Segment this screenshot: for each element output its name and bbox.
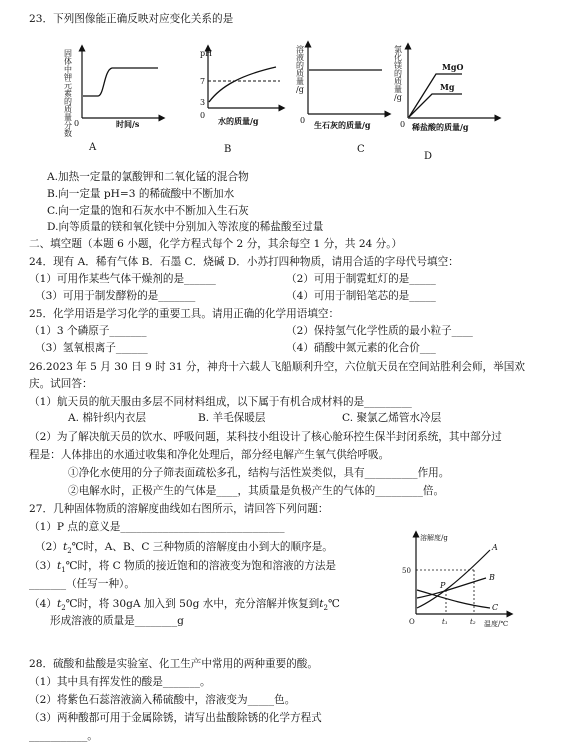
chart-b-ylabel: pH [200, 49, 213, 58]
chart-a-letter: A [89, 142, 97, 153]
q27-chart-label-p: P [440, 581, 446, 590]
q27-stem: 27．几种固体物质的溶解度曲线如右图所示，请回答下列问题： [29, 503, 329, 515]
q26-option-c: C. 聚氯乙烯管水冷层 [342, 412, 442, 424]
chart-d-label-mgo: MgO [442, 62, 464, 72]
q26-line-2: 庆。试回答： [29, 378, 93, 390]
q23-chart-b [196, 44, 288, 139]
q27-chart-t1: t₁ [442, 618, 448, 626]
chart-d-origin: 0 [400, 120, 406, 129]
chart-b-origin: 0 [200, 111, 206, 120]
chart-a-ylabel-char: 质 [64, 105, 72, 114]
q27-chart-curve-a [417, 550, 490, 608]
q23-stem: 23．下列图像能正确反映对应变化关系的是 [29, 13, 234, 25]
q26-sub-2-a: ①净化水使用的分子筛表面疏松多孔，结构与活性炭类似，具有__________作用。 [68, 467, 450, 479]
chart-d-ylabel-char: 量 [394, 85, 402, 94]
q26-sub-2-b: ②电解水时，正极产生的气体是____，其质量是负极产生的气体的_________倍。 [68, 485, 445, 497]
q23-option-d: D.向等质量的镁和氧化镁中分别加入等浓度的稀盐酸至过量 [47, 221, 324, 233]
chart-c-ylabel-char: 溶 [296, 45, 304, 54]
chart-d-ylabel-unit: /g [394, 93, 402, 102]
chart-d-xlabel: 稀盐酸的质量/g [412, 122, 469, 132]
q28-item-2: （2）将紫色石蕊溶液滴入稀硫酸中，溶液变为_____色。 [29, 694, 296, 706]
chart-a-ylabel-char: 素 [64, 89, 72, 98]
chart-b-xlabel: 水的质量/g [218, 116, 259, 126]
chart-d-ylabel-char: 的 [394, 69, 402, 78]
q27-chart-origin: O [409, 618, 415, 626]
chart-c-ylabel-char: 量 [296, 77, 304, 86]
chart-b-tick-7: 7 [200, 77, 206, 86]
q27-chart-curve-b [417, 578, 486, 598]
q26-sub-1: （1）航天员的航天服由多层不同材料组成，以下属于有机合成材料的是_________ [29, 396, 412, 408]
chart-d-ylabel-char: 氯 [394, 45, 402, 54]
q26-sub-2-line-1: （2）为了解决航天员的饮水、呼吸问题，某科技小组设计了核心舱环控生保半封闭系统，其中部分过 [29, 431, 502, 443]
chart-c-ylabel-char: 的 [296, 61, 304, 70]
chart-c-ylabel [296, 44, 304, 94]
q27-chart-ylabel: 溶解度/g [420, 534, 448, 542]
q27-chart-label-a: A [492, 543, 498, 552]
q27-chart-t2: t₂ [470, 618, 476, 626]
chart-d-ylabel-char: 化 [394, 53, 402, 62]
chart-d-ylabel-char: 镁 [394, 61, 402, 70]
chart-a-ylabel-char: 固 [64, 49, 72, 58]
chart-b-curve [209, 67, 276, 102]
q27-item-4: $(4)t_2℃$时，将 30gA 加入到 50g 水中，充分溶解并恢复到$t_2℃$ [29, 598, 340, 613]
q27-solubility-chart [398, 528, 518, 628]
q27-chart-xlabel: 温度/℃ [484, 620, 509, 628]
chart-d-ylabel [394, 44, 402, 102]
q25-stem: 25．化学用语是学习化学的重要工具。请用正确的化学用语填空： [29, 308, 340, 320]
q27-item-4-cont: 形成溶液的质量是________g [50, 615, 184, 627]
chart-a-ylabel-char: 钾 [64, 73, 72, 82]
chart-a-ylabel-char: 元 [64, 81, 72, 90]
q25-item-1: （1）3 个磷原子_______ [29, 325, 147, 337]
chart-d-label-mg: Mg [440, 82, 455, 92]
q23-chart-a [58, 44, 168, 159]
q26-option-b: B. 羊毛保暖层 [198, 412, 266, 424]
q28-item-3: （3）两种酸都可用于金属除锈，请写出盐酸除锈的化学方程式 [29, 712, 322, 724]
section-2-heading: 二、填空题（本题 6 小题，化学方程式每个 2 分，其余每空 1 分，共 24 分。） [29, 238, 403, 250]
q28-item-3-cont: ___________。 [29, 730, 98, 742]
q27-item-3: $(3)t_1℃$时，将 C 物质的接近饱和的溶液变为饱和溶液的方法是 [29, 560, 337, 575]
q25-item-2: （2）保持氢气化学性质的最小粒子____ [286, 325, 473, 337]
chart-c-ylabel-char: 质 [296, 69, 304, 78]
chart-c-xlabel: 生石灰的质量/g [314, 120, 371, 130]
q25-item-4: （4）硝酸中氮元素的化合价___ [286, 342, 436, 354]
q23-chart-c [294, 40, 394, 135]
chart-a-ylabel-char: 数 [64, 129, 72, 138]
q27-item-1: （1）P 点的意义是_______________________________ [29, 521, 285, 533]
q25-item-3: （3）氢氧根离子______ [35, 342, 148, 354]
chart-d-line-mgo [409, 74, 462, 117]
chart-c-ylabel-char: 液 [296, 53, 304, 62]
q23-option-c: C.向一定量的饱和石灰水中不断加入生石灰 [47, 205, 249, 217]
q24-item-4: （4）可用于制铅笔芯的是_____ [286, 290, 436, 302]
q23-option-b: B.向一定量 pH=3 的稀硫酸中不断加水 [47, 188, 235, 200]
q23-chart-d [392, 42, 502, 137]
chart-a-ylabel-char: 体 [64, 57, 72, 66]
q27-chart-label-c: C [492, 603, 499, 612]
q24-stem: 24．现有 A．稀有气体 B．石墨 C．烧碱 D．小苏打四种物质，请用合适的字母代号填空： [29, 256, 459, 268]
chart-c-ylabel-unit: /g [296, 85, 304, 94]
chart-a-ylabel-char: 量 [64, 113, 72, 122]
chart-a-ylabel [64, 49, 72, 138]
q24-item-3: （3）可用于制发酵粉的是_______ [35, 290, 196, 302]
chart-d-ylabel-char: 质 [394, 77, 402, 86]
q28-item-1: （1）其中具有挥发性的酸是_______。 [29, 676, 211, 688]
q26-line-1: 26.2023 年 5 月 30 日 9 时 31 分，神舟十六载人飞船顺利升空，六位航天员在空间站胜利会师，举国欢 [29, 361, 525, 373]
chart-a-curve [83, 68, 158, 96]
q28-stem: 28．硫酸和盐酸是实验室、化工生产中常用的两种重要的酸。 [29, 658, 318, 670]
q24-item-1: （1）可用作某些气体干燥剂的是______ [29, 273, 216, 285]
q27-item-3-cont: _______（任写一种）。 [29, 578, 135, 590]
q26-sub-2-line-2: 程是：人体排出的水通过收集和净化处理后，部分经电解产生氧气供给呼吸。 [29, 449, 390, 461]
chart-b-letter: B [224, 144, 232, 155]
chart-c-letter: C [357, 144, 365, 155]
chart-a-ylabel-char: 中 [64, 65, 72, 74]
q27-chart-curve-c [417, 590, 490, 608]
chart-a-origin: 0 [74, 119, 80, 128]
q27-chart-label-b: B [489, 573, 495, 582]
chart-d-letter: D [424, 151, 433, 162]
q26-option-a: A. 棉针织内衣层 [68, 412, 146, 424]
chart-c-origin: 0 [300, 116, 306, 125]
q24-item-2: （2）可用于制霓虹灯的是_____ [286, 273, 436, 285]
chart-a-xlabel: 时间/s [116, 119, 140, 129]
q27-chart-tick-50: 50 [402, 567, 411, 575]
chart-b-tick-3: 3 [200, 98, 206, 107]
chart-a-ylabel-char: 分 [64, 121, 72, 130]
q23-option-a: A.加热一定量的氯酸钾和二氧化锰的混合物 [47, 171, 249, 183]
q27-item-2: $(2)t_2℃$时，A、B、C 三种物质的溶解度由小到大的顺序是。 [35, 541, 333, 556]
chart-a-ylabel-char: 的 [64, 97, 72, 106]
